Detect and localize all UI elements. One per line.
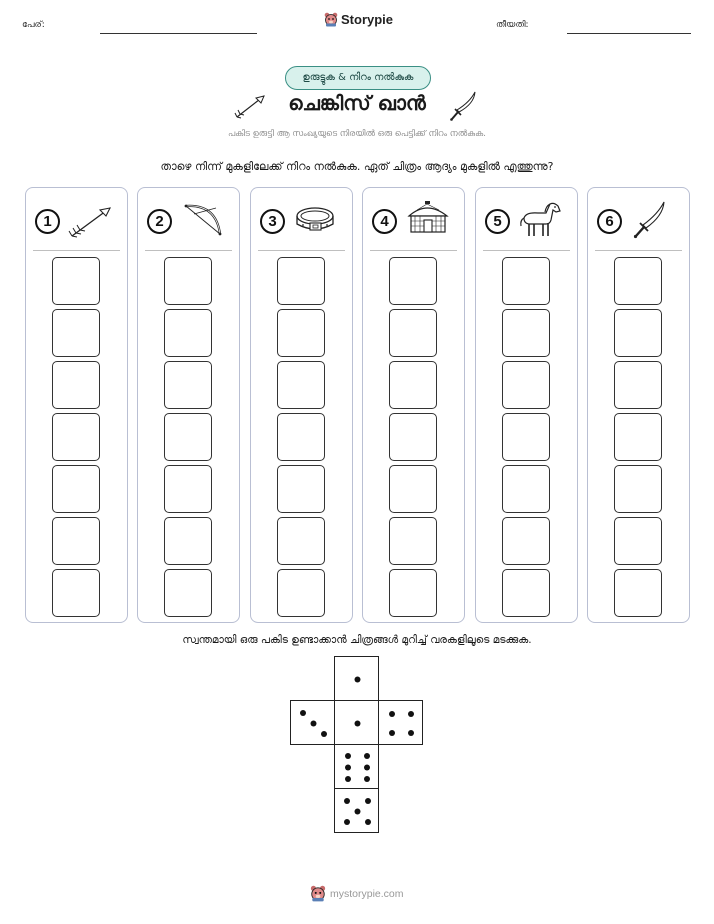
page-title: ചെങ്കിസ് ഖാൻ [288, 91, 426, 115]
color-box[interactable] [389, 309, 437, 357]
color-box[interactable] [389, 413, 437, 461]
die-pips [335, 745, 380, 790]
brand-logo [324, 12, 393, 27]
color-box[interactable] [502, 413, 550, 461]
color-box[interactable] [277, 413, 325, 461]
die-pips [335, 701, 380, 746]
die-pips [379, 701, 424, 746]
color-box[interactable] [277, 309, 325, 357]
yurt-icon [403, 198, 453, 242]
bear-logo-icon [324, 12, 338, 27]
column-header [363, 188, 464, 250]
die-face-bottom [334, 744, 379, 789]
column-number: 2 [147, 209, 172, 234]
column-2 [137, 187, 240, 623]
column-4 [362, 187, 465, 623]
column-number: 4 [372, 209, 397, 234]
column-header [476, 188, 577, 250]
die-face-top [334, 656, 379, 701]
column-1 [25, 187, 128, 623]
name-line[interactable] [100, 33, 257, 34]
color-box[interactable] [52, 361, 100, 409]
color-box[interactable] [614, 361, 662, 409]
color-box[interactable] [52, 309, 100, 357]
color-box[interactable] [614, 465, 662, 513]
fold-instruction: സ്വന്തമായി ഒരു പകിട ഉണ്ടാക്കാൻ ചിത്രങ്ങൾ മുറിച്ച് വരകളിലൂടെ മടക്കുക. [182, 634, 532, 646]
color-box[interactable] [502, 257, 550, 305]
sword-icon [628, 198, 678, 242]
color-box[interactable] [164, 361, 212, 409]
column-number: 5 [485, 209, 510, 234]
color-box[interactable] [164, 569, 212, 617]
belt-icon [291, 198, 341, 242]
color-box[interactable] [164, 309, 212, 357]
sword-decoration-icon [448, 90, 478, 122]
die-face-center [334, 700, 379, 745]
color-box[interactable] [52, 517, 100, 565]
color-box[interactable] [614, 517, 662, 565]
color-box[interactable] [389, 517, 437, 565]
color-box[interactable] [389, 257, 437, 305]
color-box[interactable] [389, 465, 437, 513]
subtitle: പകിട ഉരുട്ടി ആ സംഖ്യയുടെ നിരയിൽ ഒരു പെട്ടിക്ക് നിറം നൽകുക. [228, 129, 486, 139]
column-header [26, 188, 127, 250]
color-box[interactable] [502, 361, 550, 409]
instruction-text: താഴെ നിന്ന് മുകളിലേക്ക് നിറം നൽകുക. ഏത് ചിത്രം ആദ്യം മുകളിൽ എത്തുന്നു? [160, 160, 554, 173]
color-box[interactable] [52, 569, 100, 617]
color-box[interactable] [164, 517, 212, 565]
color-box[interactable] [614, 257, 662, 305]
die-face-right [378, 700, 423, 745]
color-box[interactable] [389, 361, 437, 409]
color-box[interactable] [502, 569, 550, 617]
footer-url[interactable]: mystorypie.com [330, 887, 404, 900]
bow-icon [178, 198, 228, 242]
die-pips [335, 657, 380, 702]
column-header [138, 188, 239, 250]
color-box[interactable] [614, 569, 662, 617]
column-6 [587, 187, 690, 623]
die-pips [335, 789, 380, 834]
column-number: 3 [260, 209, 285, 234]
color-box[interactable] [502, 465, 550, 513]
color-box[interactable] [277, 517, 325, 565]
column-divider [595, 250, 682, 251]
die-face-back [334, 788, 379, 833]
column-number: 6 [597, 209, 622, 234]
brand-name: Storypie [341, 12, 394, 27]
die-face-left [290, 700, 335, 745]
column-divider [33, 250, 120, 251]
column-divider [145, 250, 232, 251]
horse-icon [516, 198, 566, 242]
arrow-icon [66, 198, 116, 242]
bear-logo-icon [310, 885, 326, 902]
name-label: പേര്: [22, 20, 45, 30]
color-box[interactable] [502, 309, 550, 357]
color-box[interactable] [52, 465, 100, 513]
date-line[interactable] [567, 33, 691, 34]
color-box[interactable] [164, 413, 212, 461]
column-divider [258, 250, 345, 251]
color-box[interactable] [389, 569, 437, 617]
color-box[interactable] [277, 569, 325, 617]
color-box[interactable] [614, 413, 662, 461]
color-box[interactable] [164, 257, 212, 305]
color-box[interactable] [277, 465, 325, 513]
column-header [588, 188, 689, 250]
column-divider [483, 250, 570, 251]
activity-badge: ഉരുട്ടുക & നിറം നൽകുക [285, 66, 431, 90]
color-box[interactable] [52, 257, 100, 305]
column-divider [370, 250, 457, 251]
column-3 [250, 187, 353, 623]
date-label: തീയതി: [496, 20, 529, 30]
color-box[interactable] [277, 257, 325, 305]
column-number: 1 [35, 209, 60, 234]
footer [310, 885, 404, 902]
color-box[interactable] [277, 361, 325, 409]
color-box[interactable] [614, 309, 662, 357]
color-box[interactable] [52, 413, 100, 461]
column-5 [475, 187, 578, 623]
color-box[interactable] [164, 465, 212, 513]
column-header [251, 188, 352, 250]
color-box[interactable] [502, 517, 550, 565]
die-pips [291, 701, 336, 746]
